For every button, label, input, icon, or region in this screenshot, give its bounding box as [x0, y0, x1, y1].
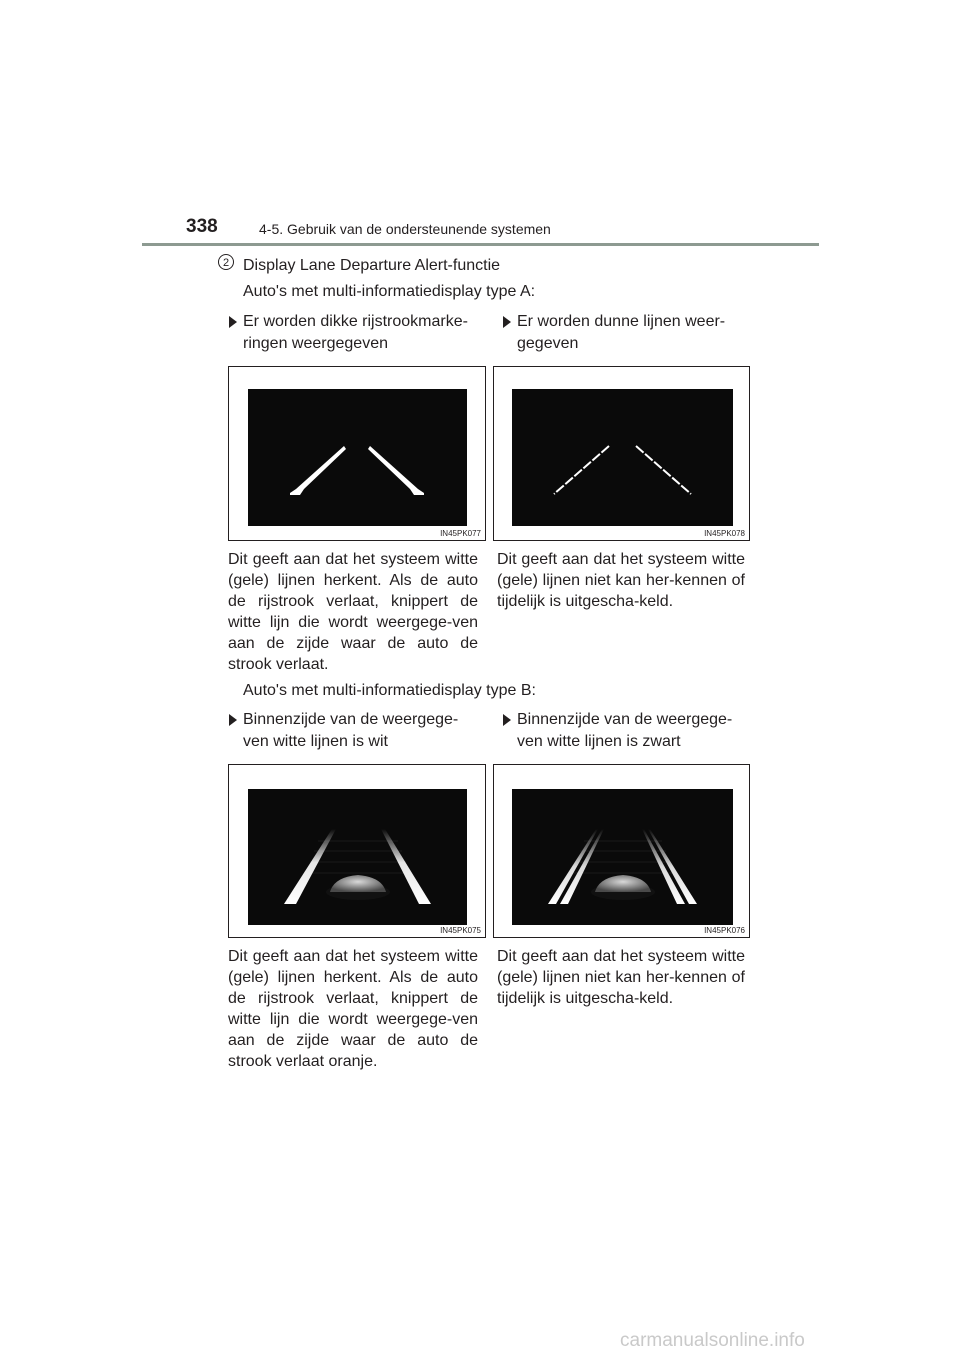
type-b-right-bullet [517, 709, 747, 753]
thin-lane-lines-illustration [512, 389, 733, 526]
figure-black-inner-lines [493, 764, 750, 938]
display-screen [248, 389, 467, 526]
black-inner-lines-illustration [512, 789, 733, 925]
figure-thin-lane-lines [493, 366, 750, 541]
type-b-left-description: Dit geeft aan dat het systeem witte (gele) lijnen herkent. Als de auto de rijstrook verlaat, knippert de witte lijn die wordt weergege-ven aan de zijde waar de auto de strook verlaat oranje. [228, 948, 478, 1070]
triangle-bullet-icon [229, 714, 237, 726]
triangle-bullet-icon [503, 714, 511, 726]
triangle-bullet-icon [229, 316, 237, 328]
page-number: 338 [186, 216, 218, 237]
type-b-left-bullet-text: Binnenzijde van de weergege-ven witte lijnen is wit [243, 711, 459, 750]
type-b-right-description: Dit geeft aan dat het systeem witte (gele) lijnen niet kan her-kennen of tijdelijk is uitgescha-keld. [497, 948, 745, 1007]
header-rule [142, 243, 819, 246]
figure-thick-lane-markings [228, 366, 486, 541]
section-title: 4-5. Gebruik van de ondersteunende systemen [259, 221, 551, 237]
type-a-right-description: Dit geeft aan dat het systeem witte (gele) lijnen niet kan her-kennen of tijdelijk is uitgescha-keld. [497, 551, 745, 610]
type-a-left-bullet-text: Er worden dikke rijstrookmarke-ringen weergegeven [243, 313, 468, 352]
type-b-right-bullet-text: Binnenzijde van de weergege-ven witte lijnen is zwart [517, 711, 733, 750]
triangle-bullet-icon [503, 316, 511, 328]
figure-code: IN45PK078 [704, 529, 745, 538]
display-screen [512, 789, 733, 925]
type-a-right-bullet-text: Er worden dunne lijnen weer-gegeven [517, 313, 726, 352]
step-title: Display Lane Departure Alert-functie [243, 257, 501, 274]
figure-code: IN45PK075 [440, 926, 481, 935]
white-inner-lines-illustration [248, 789, 467, 925]
type-a-left-bullet [243, 311, 479, 355]
display-screen [512, 389, 733, 526]
figure-white-inner-lines [228, 764, 486, 938]
step-number-badge: 2 [218, 254, 234, 270]
display-screen [248, 789, 467, 925]
type-a-left-description: Dit geeft aan dat het systeem witte (gele) lijnen herkent. Als de auto de rijstrook verlaat, knippert de witte lijn die wordt weergege-ven aan de zijde waar de auto de strook verlaat. [228, 551, 478, 673]
type-a-intro: Auto's met multi-informatiedisplay type A: [243, 283, 536, 300]
watermark: carmanualsonline.info [620, 1330, 805, 1351]
figure-code: IN45PK076 [704, 926, 745, 935]
type-a-right-bullet [517, 311, 747, 355]
type-b-left-bullet [243, 709, 479, 753]
type-b-intro: Auto's met multi-informatiedisplay type B: [243, 682, 536, 699]
figure-code: IN45PK077 [440, 529, 481, 538]
thick-lane-lines-illustration [248, 389, 467, 526]
